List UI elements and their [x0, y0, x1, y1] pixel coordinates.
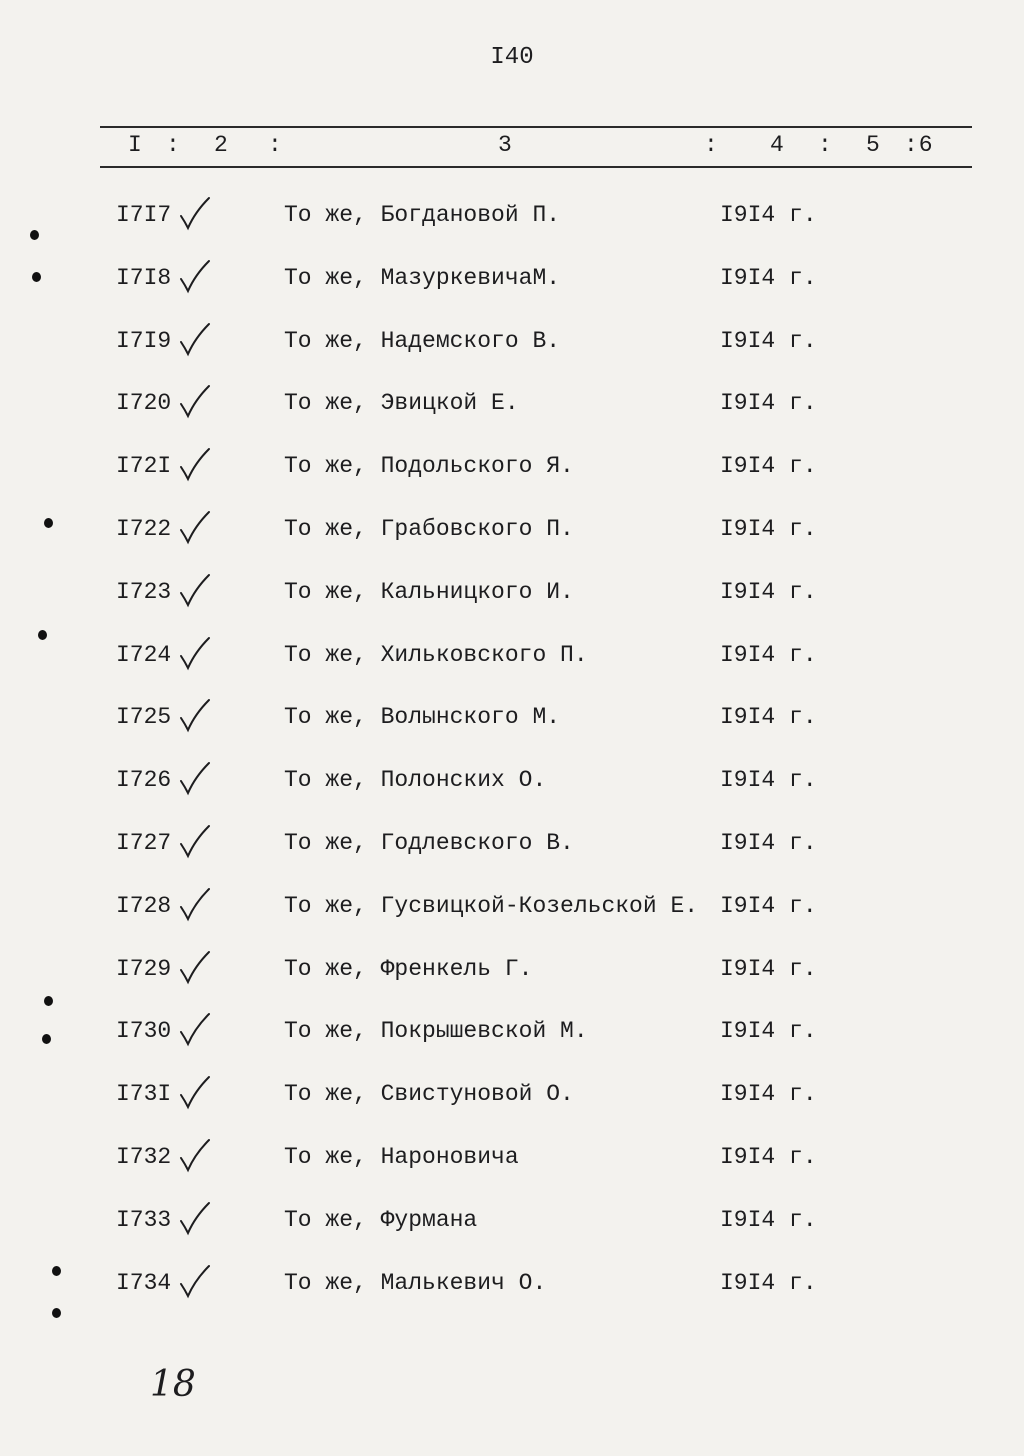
- header-col-2: 2: [214, 132, 229, 158]
- table-row: [0, 704, 1024, 744]
- checkmark-icon: [175, 257, 215, 297]
- entry-description: То же, Эвицкой Е.: [284, 390, 519, 416]
- header-col-3: 3: [498, 132, 513, 158]
- entry-description: То же, Подольского Я.: [284, 453, 574, 479]
- header-sep-4: :: [818, 132, 833, 158]
- punch-mark: [44, 996, 53, 1006]
- table-top-rule: [100, 126, 972, 128]
- entry-description: То же, Годлевского В.: [284, 830, 574, 856]
- table-row: [0, 1270, 1024, 1310]
- entry-description: То же, Френкель Г.: [284, 956, 533, 982]
- entry-number: I727: [116, 830, 172, 856]
- checkmark-icon: [175, 1136, 215, 1176]
- entry-number: I730: [116, 1018, 172, 1044]
- entry-number: I723: [116, 579, 172, 605]
- table-header-rule: [100, 166, 972, 168]
- header-col-4: 4: [770, 132, 785, 158]
- table-row: [0, 579, 1024, 619]
- punch-mark: [38, 630, 47, 640]
- punch-mark: [30, 230, 39, 240]
- entry-number: I722: [116, 516, 172, 542]
- entry-year: I9I4 г.: [720, 767, 817, 793]
- entry-description: То же, Гусвицкой-Козельской Е.: [284, 893, 699, 919]
- entry-year: I9I4 г.: [720, 516, 817, 542]
- checkmark-icon: [175, 571, 215, 611]
- checkmark-icon: [175, 1262, 215, 1302]
- entry-year: I9I4 г.: [720, 390, 817, 416]
- checkmark-icon: [175, 320, 215, 360]
- checkmark-icon: [175, 1010, 215, 1050]
- entry-description: То же, Хильковского П.: [284, 642, 588, 668]
- entry-description: То же, Богдановой П.: [284, 202, 561, 228]
- entry-number: I729: [116, 956, 172, 982]
- header-sep-3: :: [704, 132, 719, 158]
- punch-mark: [42, 1034, 51, 1044]
- table-row: [0, 830, 1024, 870]
- entry-description: То же, Фурмана: [284, 1207, 478, 1233]
- checkmark-icon: [175, 948, 215, 988]
- checkmark-icon: [175, 1199, 215, 1239]
- table-row: [0, 642, 1024, 682]
- header-col-6: :6: [904, 132, 934, 158]
- table-row: [0, 1081, 1024, 1121]
- checkmark-icon: [175, 822, 215, 862]
- table-row: [0, 1144, 1024, 1184]
- entry-year: I9I4 г.: [720, 1081, 817, 1107]
- checkmark-icon: [175, 508, 215, 548]
- entry-number: I734: [116, 1270, 172, 1296]
- table-row: [0, 516, 1024, 556]
- table-row: [0, 1207, 1024, 1247]
- entry-number: I7I8: [116, 265, 172, 291]
- checkmark-icon: [175, 445, 215, 485]
- entry-description: То же, Нароновича: [284, 1144, 519, 1170]
- entry-description: То же, Покрышевской М.: [284, 1018, 588, 1044]
- entry-number: I732: [116, 1144, 172, 1170]
- entry-year: I9I4 г.: [720, 1207, 817, 1233]
- entry-description: То же, Полонских О.: [284, 767, 547, 793]
- entry-year: I9I4 г.: [720, 453, 817, 479]
- entry-description: То же, Малькевич О.: [284, 1270, 547, 1296]
- checkmark-icon: [175, 1073, 215, 1113]
- checkmark-icon: [175, 634, 215, 674]
- entry-number: I7I7: [116, 202, 172, 228]
- entry-number: I725: [116, 704, 172, 730]
- entry-description: То же, Кальницкого И.: [284, 579, 574, 605]
- checkmark-icon: [175, 759, 215, 799]
- entry-year: I9I4 г.: [720, 579, 817, 605]
- checkmark-icon: [175, 382, 215, 422]
- table-row: [0, 453, 1024, 493]
- entry-year: I9I4 г.: [720, 1018, 817, 1044]
- punch-mark: [44, 518, 53, 528]
- punch-mark: [32, 272, 41, 282]
- entry-year: I9I4 г.: [720, 893, 817, 919]
- entry-description: То же, Грабовского П.: [284, 516, 574, 542]
- table-row: [0, 767, 1024, 807]
- entry-description: То же, МазуркевичаМ.: [284, 265, 561, 291]
- table-row: [0, 202, 1024, 242]
- table-row: [0, 956, 1024, 996]
- checkmark-icon: [175, 885, 215, 925]
- punch-mark: [52, 1266, 61, 1276]
- entry-year: I9I4 г.: [720, 830, 817, 856]
- header-col-5: 5: [866, 132, 881, 158]
- entry-year: I9I4 г.: [720, 328, 817, 354]
- entry-year: I9I4 г.: [720, 1270, 817, 1296]
- entry-year: I9I4 г.: [720, 202, 817, 228]
- punch-mark: [52, 1308, 61, 1318]
- svg-text:18: 18: [150, 1364, 196, 1405]
- entry-year: I9I4 г.: [720, 642, 817, 668]
- entry-description: То же, Надемского В.: [284, 328, 561, 354]
- entry-year: I9I4 г.: [720, 1144, 817, 1170]
- entry-description: То же, Волынского М.: [284, 704, 561, 730]
- entry-number: I720: [116, 390, 172, 416]
- entry-number: I7I9: [116, 328, 172, 354]
- entry-year: I9I4 г.: [720, 265, 817, 291]
- entry-year: I9I4 г.: [720, 956, 817, 982]
- entry-number: I726: [116, 767, 172, 793]
- table-row: [0, 265, 1024, 305]
- table-row: [0, 390, 1024, 430]
- header-col-1: I: [128, 132, 143, 158]
- page-number: I40: [490, 44, 534, 71]
- table-row: [0, 893, 1024, 933]
- entry-description: То же, Свистуновой О.: [284, 1081, 574, 1107]
- table-row: [0, 328, 1024, 368]
- header-sep-2: :: [268, 132, 283, 158]
- entry-year: I9I4 г.: [720, 704, 817, 730]
- handwritten-note: [146, 1352, 196, 1412]
- entry-number: I72I: [116, 453, 172, 479]
- entry-number: I724: [116, 642, 172, 668]
- entry-number: I73I: [116, 1081, 172, 1107]
- entry-number: I728: [116, 893, 172, 919]
- checkmark-icon: [175, 696, 215, 736]
- checkmark-icon: [175, 194, 215, 234]
- table-row: [0, 1018, 1024, 1058]
- header-sep-1: :: [166, 132, 181, 158]
- entry-number: I733: [116, 1207, 172, 1233]
